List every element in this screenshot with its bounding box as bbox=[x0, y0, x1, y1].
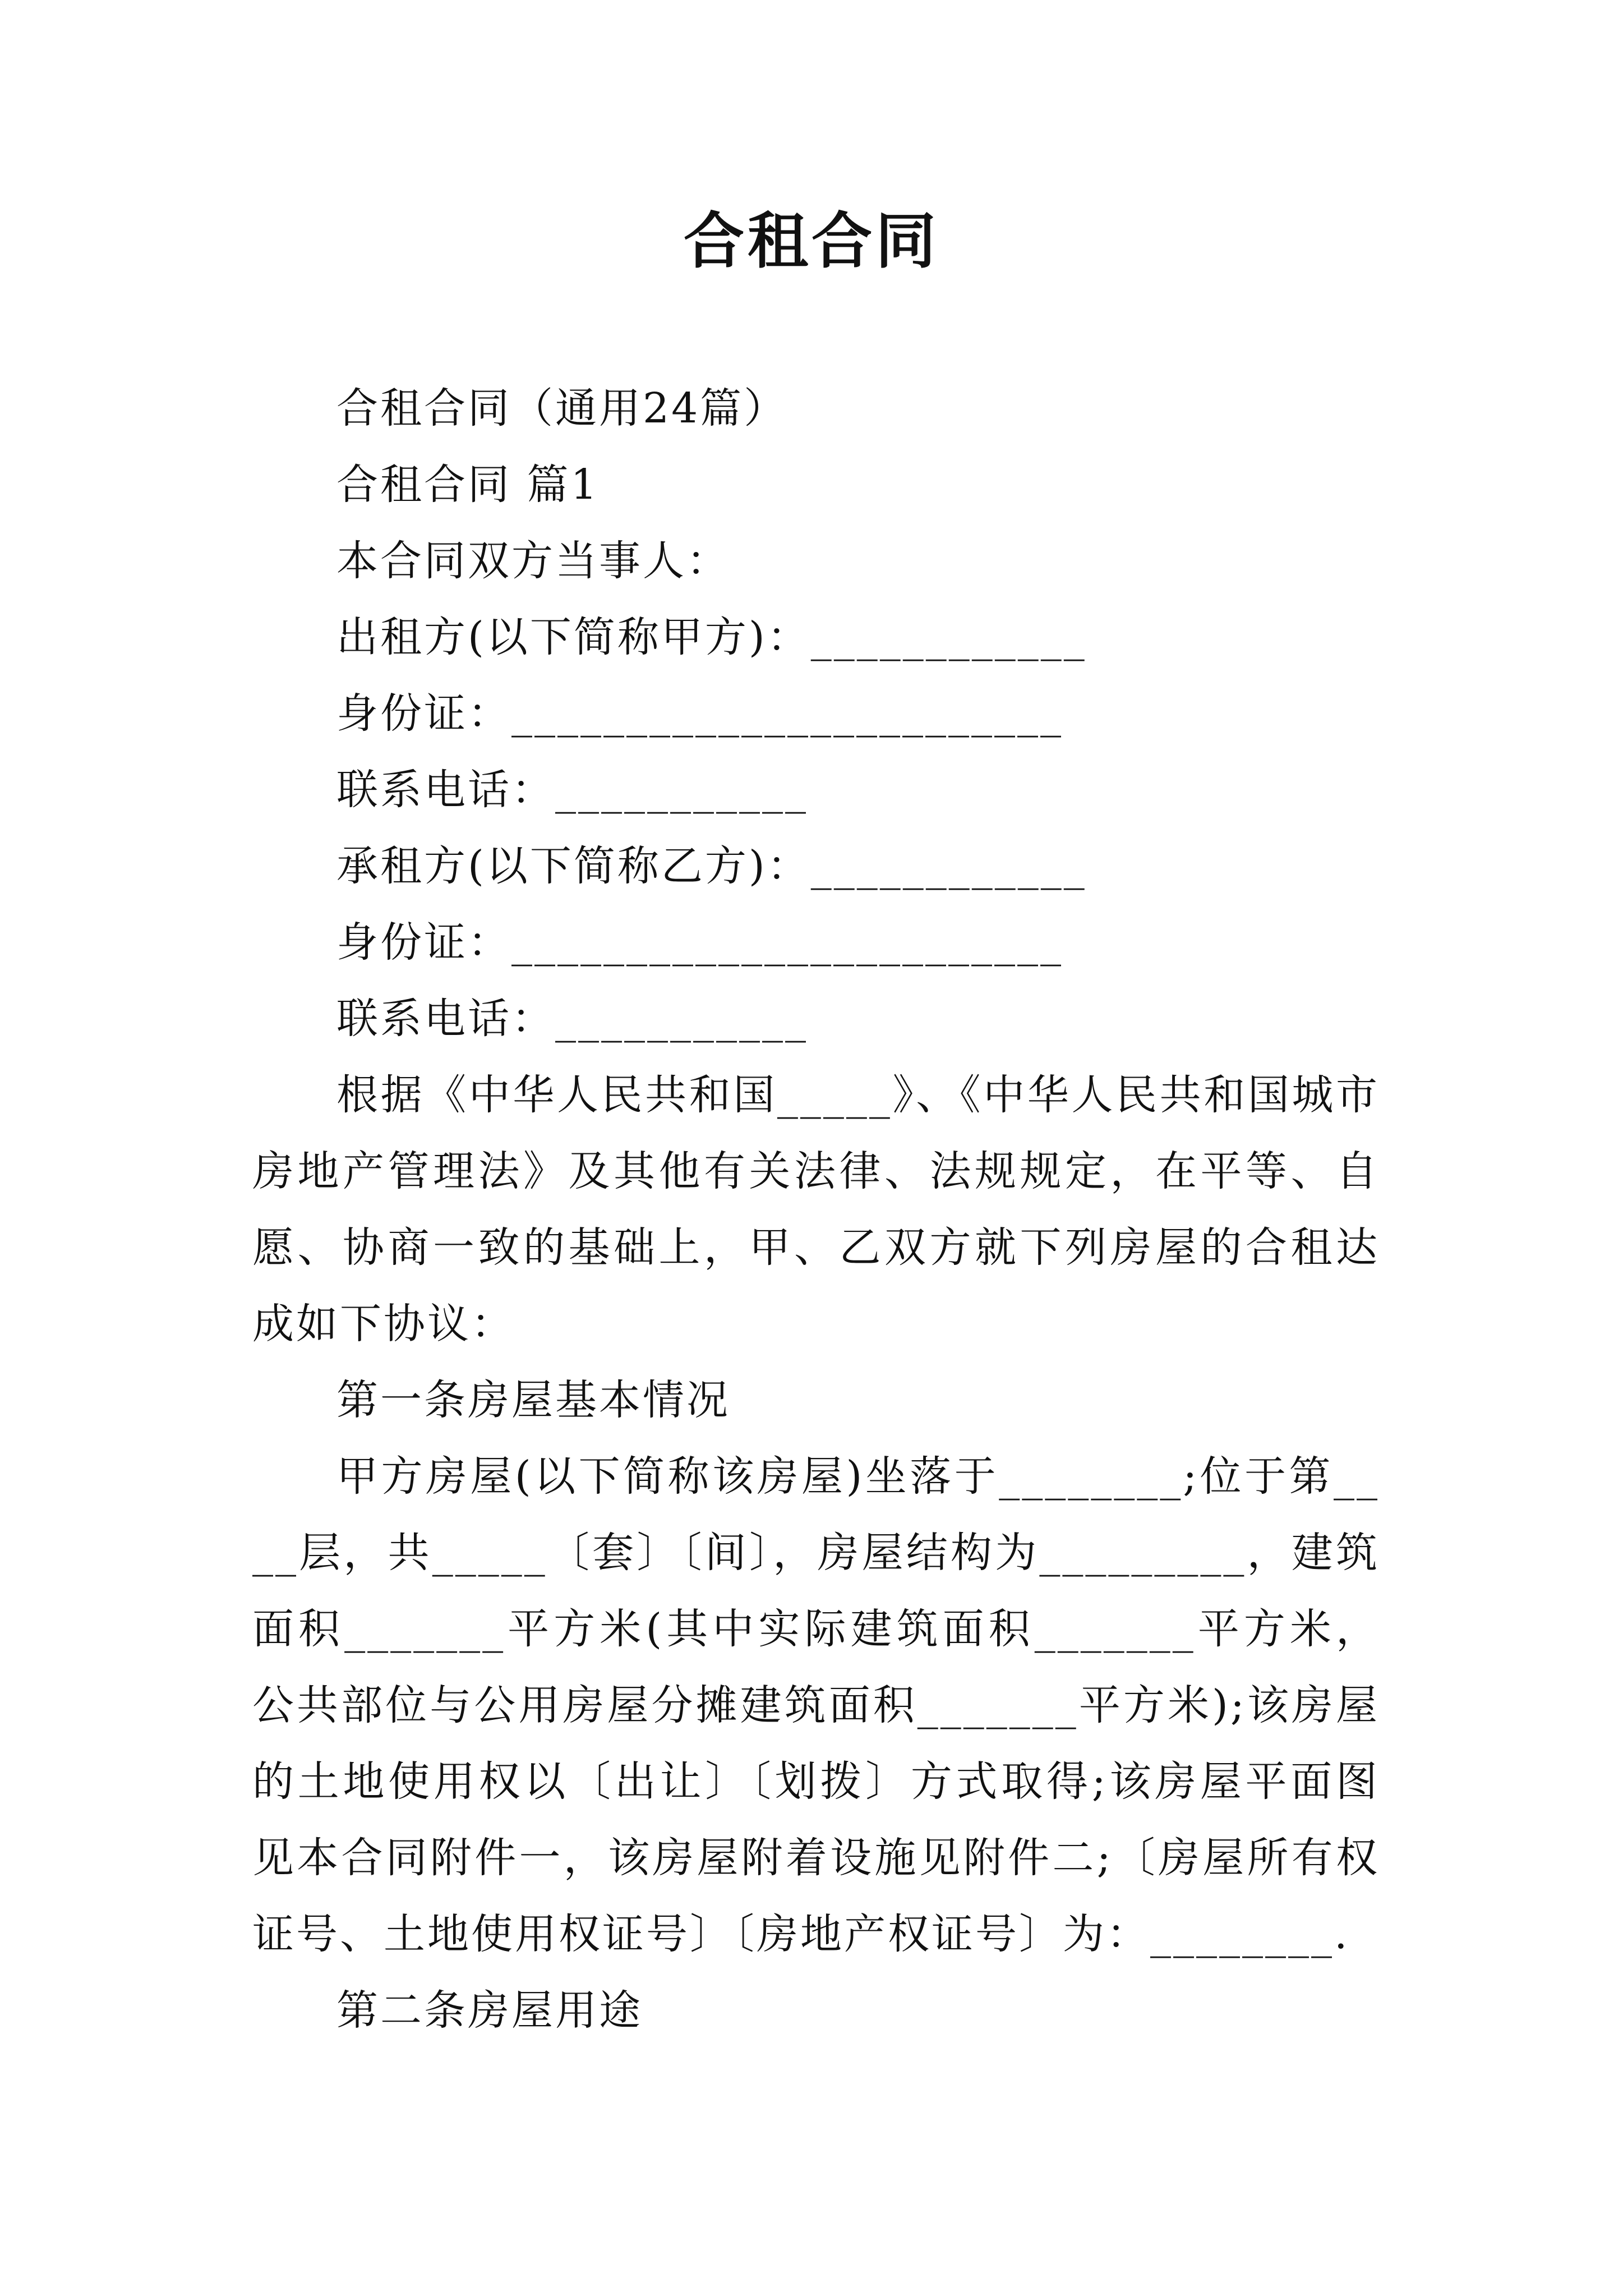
parties-intro: 本合同双方当事人： bbox=[336, 537, 730, 585]
legal-basis-paragraph: 根据《中华人民共和国_____》、《中华人民共和国城市房地产管理法》及其他有关法律、法规规定，在平等、自愿、协商一致的基础上，甲、乙双方就下列房屋的合租达成如下协议： bbox=[252, 1071, 1380, 1348]
article-1-heading: 第一条房屋基本情况 bbox=[336, 1376, 730, 1424]
section-heading: 合租合同 篇1 bbox=[336, 461, 600, 509]
document-title: 合租合同 bbox=[683, 206, 939, 277]
document-body bbox=[252, 370, 1380, 2049]
article-2-heading: 第二条房屋用途 bbox=[336, 1986, 643, 2035]
lessee-id-line: 身份证：________________________ bbox=[336, 918, 1063, 967]
lessor-phone-line: 联系电话：___________ bbox=[336, 766, 808, 814]
lessee-line: 承租方(以下简称乙方)：____________ bbox=[336, 842, 1087, 890]
lessee-phone-line: 联系电话：___________ bbox=[336, 995, 808, 1043]
article-1-paragraph: 甲方房屋(以下简称该房屋)坐落于________;位于第____层，共_____〔套〕〔间〕，房屋结构为_________，建筑面积_______平方米(其中实际建筑面积_______平方米，公共部位与公用房屋分摊建筑面积_______平方米);该房屋的土地使用权以〔出让〕〔划拨〕方式取得;该房屋平面图见本合同附件一，该房屋附着设施见附件二;〔房屋所有权证号、土地使用权证号〕〔房地产权证号〕为：________. bbox=[252, 1452, 1380, 1958]
doc-subtitle: 合租合同（通用24篇） bbox=[336, 384, 788, 432]
lessor-id-line: 身份证：________________________ bbox=[336, 689, 1063, 738]
lessor-line: 出租方(以下简称甲方)：____________ bbox=[336, 613, 1087, 661]
